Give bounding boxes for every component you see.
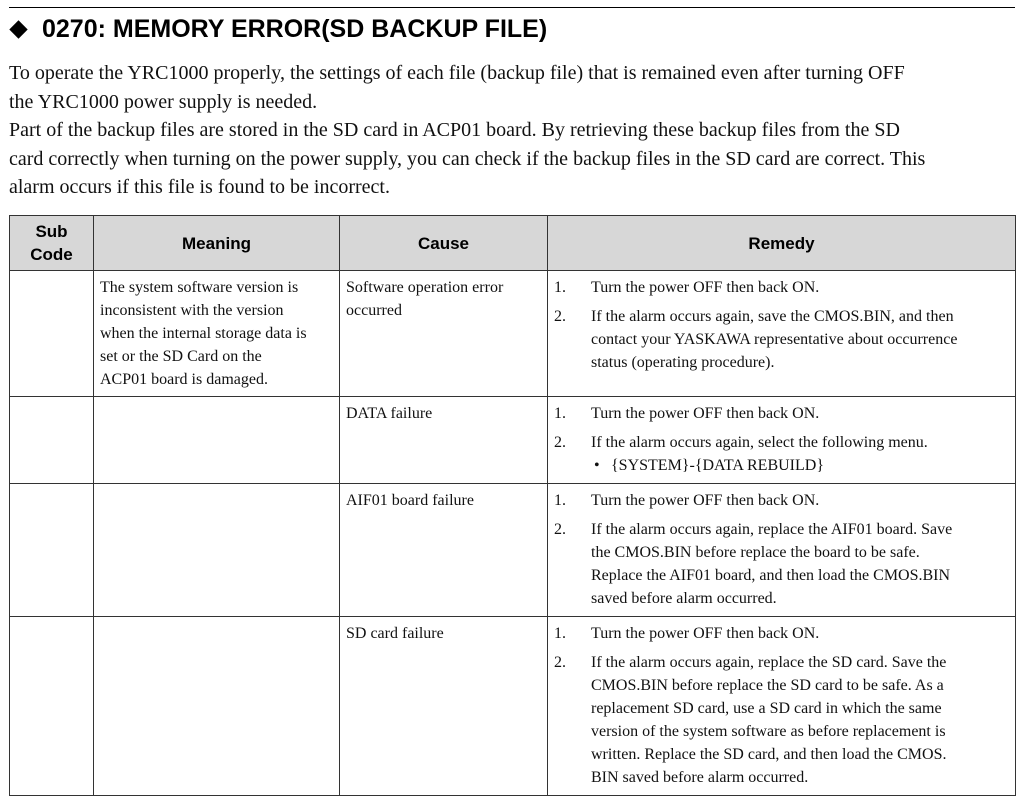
header-sub-code-line: Code <box>30 245 73 264</box>
step-line: If the alarm occurs again, save the CMOS.BIN, and then <box>591 308 954 325</box>
step-line: If the alarm occurs again, select the following menu. <box>591 434 928 451</box>
meaning-line: ACP01 board is damaged. <box>100 371 268 388</box>
sub-code-cell <box>10 397 94 484</box>
meaning-line: when the internal storage data is <box>100 325 307 342</box>
step-number: 1. <box>554 625 566 642</box>
intro-line: card correctly when turning on the power supply, you can check if the backup files in the SD card are correct. This <box>9 147 926 170</box>
intro-line: To operate the YRC1000 properly, the settings of each file (backup file) that is remained even after turning OFF <box>9 62 905 84</box>
remedy-steps <box>554 489 1009 610</box>
section-heading <box>9 13 547 45</box>
table-row <box>10 617 1016 796</box>
step-number: 1. <box>554 279 566 296</box>
step-number: 1. <box>554 492 566 509</box>
remedy-step <box>554 651 1009 789</box>
step-text <box>591 651 1009 789</box>
step-number: 1. <box>554 405 566 422</box>
section-title: 0270: MEMORY ERROR(SD BACKUP FILE) <box>42 14 548 43</box>
step-line: the CMOS.BIN before replace the board to be safe. <box>591 544 920 561</box>
diamond-bullet-icon <box>9 20 27 38</box>
header-cause: Cause <box>340 216 548 271</box>
table-row <box>10 484 1016 617</box>
meaning-line: The system software version is <box>100 279 299 296</box>
top-rule <box>9 7 1015 8</box>
step-line: contact your YASKAWA representative about occurrence <box>591 331 958 348</box>
step-line: BIN saved before alarm occurred. <box>591 769 809 786</box>
remedy-cell <box>548 271 1016 397</box>
remedy-step <box>554 518 1009 610</box>
step-line: status (operating procedure). <box>591 354 775 371</box>
step-line: Turn the power OFF then back ON. <box>591 625 820 642</box>
step-number: 2. <box>554 654 566 671</box>
header-remedy: Remedy <box>548 216 1016 271</box>
cause-cell: SD card failure <box>340 617 548 796</box>
alarm-table <box>9 215 1016 796</box>
remedy-steps <box>554 276 1009 374</box>
cause-cell: Software operation error occurred <box>340 271 548 397</box>
table-header-row <box>10 216 1016 271</box>
step-line: If the alarm occurs again, replace the AIF01 board. Save <box>591 521 953 538</box>
bullet-icon: • <box>594 457 600 474</box>
step-text <box>591 276 1009 299</box>
menu-path-item <box>591 454 1009 477</box>
remedy-steps <box>554 622 1009 789</box>
step-text <box>591 518 1009 610</box>
step-line: If the alarm occurs again, replace the SD card. Save the <box>591 654 947 671</box>
header-meaning: Meaning <box>94 216 340 271</box>
table-row <box>10 397 1016 484</box>
remedy-cell <box>548 484 1016 617</box>
remedy-step <box>554 622 1009 645</box>
step-line: saved before alarm occurred. <box>591 590 777 607</box>
step-text <box>591 431 1009 477</box>
step-line: Turn the power OFF then back ON. <box>591 492 820 509</box>
remedy-step <box>554 402 1009 425</box>
meaning-cell <box>94 484 340 617</box>
intro-line: the YRC1000 power supply is needed. <box>9 90 318 113</box>
header-sub-code-line: Sub <box>35 222 68 241</box>
header-sub-code <box>10 216 94 271</box>
sub-code-cell <box>10 484 94 617</box>
step-text <box>591 305 1009 374</box>
step-number: 2. <box>554 434 566 451</box>
step-text <box>591 402 1009 425</box>
intro-line: Part of the backup files are stored in the SD card in ACP01 board. By retrieving these backup files from the SD <box>9 119 900 141</box>
remedy-steps <box>554 402 1009 477</box>
step-line: Replace the AIF01 board, and then load the CMOS.BIN <box>591 567 951 584</box>
step-line: Turn the power OFF then back ON. <box>591 279 820 296</box>
sub-code-cell <box>10 271 94 397</box>
cause-cell: AIF01 board failure <box>340 484 548 617</box>
step-text <box>591 622 1009 645</box>
intro-line: alarm occurs if this file is found to be incorrect. <box>9 176 390 198</box>
menu-path: {SYSTEM}-{DATA REBUILD} <box>611 457 824 474</box>
step-line: CMOS.BIN before replace the SD card to be safe. As a <box>591 677 944 694</box>
step-line: version of the system software as before replacement is <box>591 723 946 740</box>
meaning-cell <box>94 617 340 796</box>
sub-code-cell <box>10 617 94 796</box>
remedy-step <box>554 276 1009 299</box>
remedy-step <box>554 431 1009 477</box>
remedy-step <box>554 305 1009 374</box>
step-line: Turn the power OFF then back ON. <box>591 405 820 422</box>
meaning-cell <box>94 271 340 397</box>
table-row <box>10 271 1016 397</box>
intro-paragraph <box>9 59 1021 202</box>
remedy-step <box>554 489 1009 512</box>
step-number: 2. <box>554 521 566 538</box>
cause-cell: DATA failure <box>340 397 548 484</box>
step-number: 2. <box>554 308 566 325</box>
remedy-cell <box>548 617 1016 796</box>
meaning-line: inconsistent with the version <box>100 302 284 319</box>
remedy-cell <box>548 397 1016 484</box>
step-text <box>591 489 1009 512</box>
step-line: written. Replace the SD card, and then load the CMOS. <box>591 746 947 763</box>
step-line: replacement SD card, use a SD card in which the same <box>591 700 942 717</box>
meaning-line: set or the SD Card on the <box>100 348 262 365</box>
meaning-cell <box>94 397 340 484</box>
